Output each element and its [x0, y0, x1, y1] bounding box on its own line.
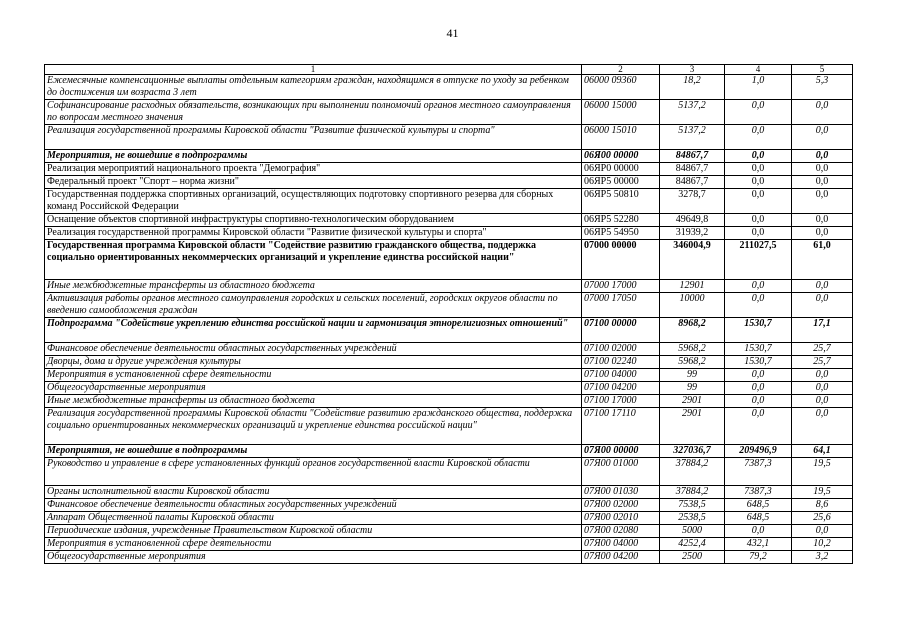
row-name: Реализация государственной программы Кировской области "Содействие развитию гражданского общества, поддержка социально ориентированных некоммерческих организаций и укрепление единства российской нации"	[45, 408, 582, 445]
row-name: Иные межбюджетные трансферты из областного бюджета	[45, 280, 582, 293]
row-code: 07100 04200	[582, 382, 660, 395]
row-name: Иные межбюджетные трансферты из областного бюджета	[45, 395, 582, 408]
row-value-4: 1530,7	[725, 356, 792, 369]
row-value-4: 0,0	[725, 280, 792, 293]
row-value-5: 0,0	[792, 189, 853, 214]
row-value-4: 1,0	[725, 75, 792, 100]
row-value-4: 0,0	[725, 176, 792, 189]
row-code: 07Я00 01030	[582, 486, 660, 499]
row-value-5: 0,0	[792, 369, 853, 382]
row-value-4: 0,0	[725, 125, 792, 150]
row-code: 06000 09360	[582, 75, 660, 100]
row-name: Мероприятия, не вошедшие в подпрограммы	[45, 445, 582, 458]
row-value-3: 18,2	[660, 75, 725, 100]
row-code: 07100 02000	[582, 343, 660, 356]
column-number-row	[45, 65, 853, 75]
column-header-1: 1	[45, 65, 582, 75]
row-value-5: 19,5	[792, 458, 853, 486]
row-value-5: 25,6	[792, 512, 853, 525]
row-value-3: 2500	[660, 551, 725, 564]
row-value-4: 0,0	[725, 150, 792, 163]
row-value-3: 84867,7	[660, 150, 725, 163]
row-value-3: 2901	[660, 408, 725, 445]
row-value-3: 5968,2	[660, 356, 725, 369]
row-value-3: 10000	[660, 293, 725, 318]
row-code: 07000 00000	[582, 240, 660, 280]
row-value-3: 2901	[660, 395, 725, 408]
row-value-4: 0,0	[725, 408, 792, 445]
row-code: 07Я00 04000	[582, 538, 660, 551]
row-value-3: 4252,4	[660, 538, 725, 551]
row-code: 06Я00 00000	[582, 150, 660, 163]
budget-table	[44, 64, 853, 564]
column-header-3: 3	[660, 65, 725, 75]
row-code: 07Я00 04200	[582, 551, 660, 564]
row-name: Общегосударственные мероприятия	[45, 551, 582, 564]
row-name: Периодические издания, учрежденные Правительством Кировской области	[45, 525, 582, 538]
row-value-5: 0,0	[792, 280, 853, 293]
row-value-4: 0,0	[725, 214, 792, 227]
row-value-5: 10,2	[792, 538, 853, 551]
row-name: Мероприятия в установленной сфере деятельности	[45, 369, 582, 382]
row-code: 06ЯР5 00000	[582, 176, 660, 189]
row-value-5: 0,0	[792, 150, 853, 163]
row-value-5: 0,0	[792, 100, 853, 125]
row-name: Федеральный проект "Спорт – норма жизни"	[45, 176, 582, 189]
row-value-5: 0,0	[792, 395, 853, 408]
row-name: Руководство и управление в сфере установленных функций органов государственной власти Кировской области	[45, 458, 582, 486]
row-value-4: 0,0	[725, 227, 792, 240]
row-code: 06ЯР5 50810	[582, 189, 660, 214]
row-code: 07Я00 02010	[582, 512, 660, 525]
row-value-4: 0,0	[725, 293, 792, 318]
row-name: Оснащение объектов спортивной инфраструктуры спортивно-технологическим оборудованием	[45, 214, 582, 227]
column-header-5: 5	[792, 65, 853, 75]
row-value-5: 0,0	[792, 214, 853, 227]
row-value-4: 648,5	[725, 512, 792, 525]
row-value-5: 0,0	[792, 176, 853, 189]
row-code: 06000 15000	[582, 100, 660, 125]
row-code: 07100 17110	[582, 408, 660, 445]
row-name: Общегосударственные мероприятия	[45, 382, 582, 395]
row-name: Реализация государственной программы Кировской области "Развитие физической культуры и спорта"	[45, 125, 582, 150]
page-number: 41	[446, 26, 459, 40]
row-value-3: 5137,2	[660, 100, 725, 125]
row-value-3: 5137,2	[660, 125, 725, 150]
row-code: 06ЯР5 52280	[582, 214, 660, 227]
row-name: Мероприятия, не вошедшие в подпрограммы	[45, 150, 582, 163]
row-name: Государственная поддержка спортивных организаций, осуществляющих подготовку спортивного резерва для сборных команд Российской Федерации	[45, 189, 582, 214]
row-value-3: 346004,9	[660, 240, 725, 280]
row-value-5: 0,0	[792, 163, 853, 176]
row-value-3: 37884,2	[660, 458, 725, 486]
row-value-4: 7387,3	[725, 458, 792, 486]
row-value-4: 1530,7	[725, 318, 792, 343]
row-code: 06ЯР0 00000	[582, 163, 660, 176]
row-value-3: 2538,5	[660, 512, 725, 525]
row-value-4: 0,0	[725, 525, 792, 538]
row-value-5: 25,7	[792, 343, 853, 356]
row-name: Подпрограмма "Содействие укреплению единства российской нации и гармонизация этнорелигиозных отношений"	[45, 318, 582, 343]
row-value-5: 0,0	[792, 382, 853, 395]
row-value-3: 49649,8	[660, 214, 725, 227]
row-value-4: 79,2	[725, 551, 792, 564]
row-value-3: 99	[660, 369, 725, 382]
row-value-4: 0,0	[725, 382, 792, 395]
row-value-3: 5000	[660, 525, 725, 538]
row-value-5: 17,1	[792, 318, 853, 343]
row-name: Ежемесячные компенсационные выплаты отдельным категориям граждан, находящимся в отпуске по уходу за ребенком до достижения им возраста 3 лет	[45, 75, 582, 100]
row-name: Дворцы, дома и другие учреждения культуры	[45, 356, 582, 369]
row-value-4: 0,0	[725, 395, 792, 408]
row-code: 07000 17000	[582, 280, 660, 293]
row-value-4: 209496,9	[725, 445, 792, 458]
row-name: Мероприятия в установленной сфере деятельности	[45, 538, 582, 551]
row-name: Финансовое обеспечение деятельности областных государственных учреждений	[45, 499, 582, 512]
row-value-3: 5968,2	[660, 343, 725, 356]
row-value-5: 5,3	[792, 75, 853, 100]
row-code: 07000 17050	[582, 293, 660, 318]
row-value-5: 8,6	[792, 499, 853, 512]
row-value-4: 1530,7	[725, 343, 792, 356]
row-code: 07Я00 02000	[582, 499, 660, 512]
row-value-5: 19,5	[792, 486, 853, 499]
row-value-4: 0,0	[725, 163, 792, 176]
row-name: Аппарат Общественной палаты Кировской области	[45, 512, 582, 525]
table-body	[45, 75, 853, 564]
row-value-3: 84867,7	[660, 163, 725, 176]
row-name: Реализация государственной программы Кировской области "Развитие физической культуры и спорта"	[45, 227, 582, 240]
row-name: Реализация мероприятий национального проекта "Демография"	[45, 163, 582, 176]
row-name: Государственная программа Кировской области "Содействие развитию гражданского общества, поддержка социально ориентированных некоммерческих организаций и укрепление единства российской нации"	[45, 240, 582, 280]
row-code: 07100 00000	[582, 318, 660, 343]
row-code: 06ЯР5 54950	[582, 227, 660, 240]
row-code: 07100 04000	[582, 369, 660, 382]
row-value-3: 8968,2	[660, 318, 725, 343]
row-name: Финансовое обеспечение деятельности областных государственных учреждений	[45, 343, 582, 356]
row-value-3: 3278,7	[660, 189, 725, 214]
row-value-4: 648,5	[725, 499, 792, 512]
row-value-5: 61,0	[792, 240, 853, 280]
row-name: Активизация работы органов местного самоуправления городских и сельских поселений, городских округов области по введению самообложения граждан	[45, 293, 582, 318]
row-code: 07100 17000	[582, 395, 660, 408]
row-value-3: 12901	[660, 280, 725, 293]
row-code: 07100 02240	[582, 356, 660, 369]
row-value-5: 3,2	[792, 551, 853, 564]
row-value-5: 0,0	[792, 227, 853, 240]
row-value-4: 0,0	[725, 100, 792, 125]
row-value-4: 0,0	[725, 189, 792, 214]
row-name: Софинансирование расходных обязательств, возникающих при выполнении полномочий органов местного самоуправления по вопросам местного значения	[45, 100, 582, 125]
row-code: 07Я00 02080	[582, 525, 660, 538]
row-value-3: 84867,7	[660, 176, 725, 189]
column-header-2: 2	[582, 65, 660, 75]
row-code: 07Я00 00000	[582, 445, 660, 458]
row-value-5: 25,7	[792, 356, 853, 369]
row-value-5: 0,0	[792, 525, 853, 538]
row-value-4: 7387,3	[725, 486, 792, 499]
row-name: Органы исполнительной власти Кировской области	[45, 486, 582, 499]
row-value-3: 31939,2	[660, 227, 725, 240]
row-value-4: 432,1	[725, 538, 792, 551]
row-value-3: 99	[660, 382, 725, 395]
row-value-5: 0,0	[792, 125, 853, 150]
row-value-4: 211027,5	[725, 240, 792, 280]
row-value-5: 64,1	[792, 445, 853, 458]
row-code: 07Я00 01000	[582, 458, 660, 486]
row-value-5: 0,0	[792, 293, 853, 318]
row-value-3: 7538,5	[660, 499, 725, 512]
row-value-3: 37884,2	[660, 486, 725, 499]
row-code: 06000 15010	[582, 125, 660, 150]
row-value-4: 0,0	[725, 369, 792, 382]
column-header-4: 4	[725, 65, 792, 75]
row-value-5: 0,0	[792, 408, 853, 445]
row-value-3: 327036,7	[660, 445, 725, 458]
